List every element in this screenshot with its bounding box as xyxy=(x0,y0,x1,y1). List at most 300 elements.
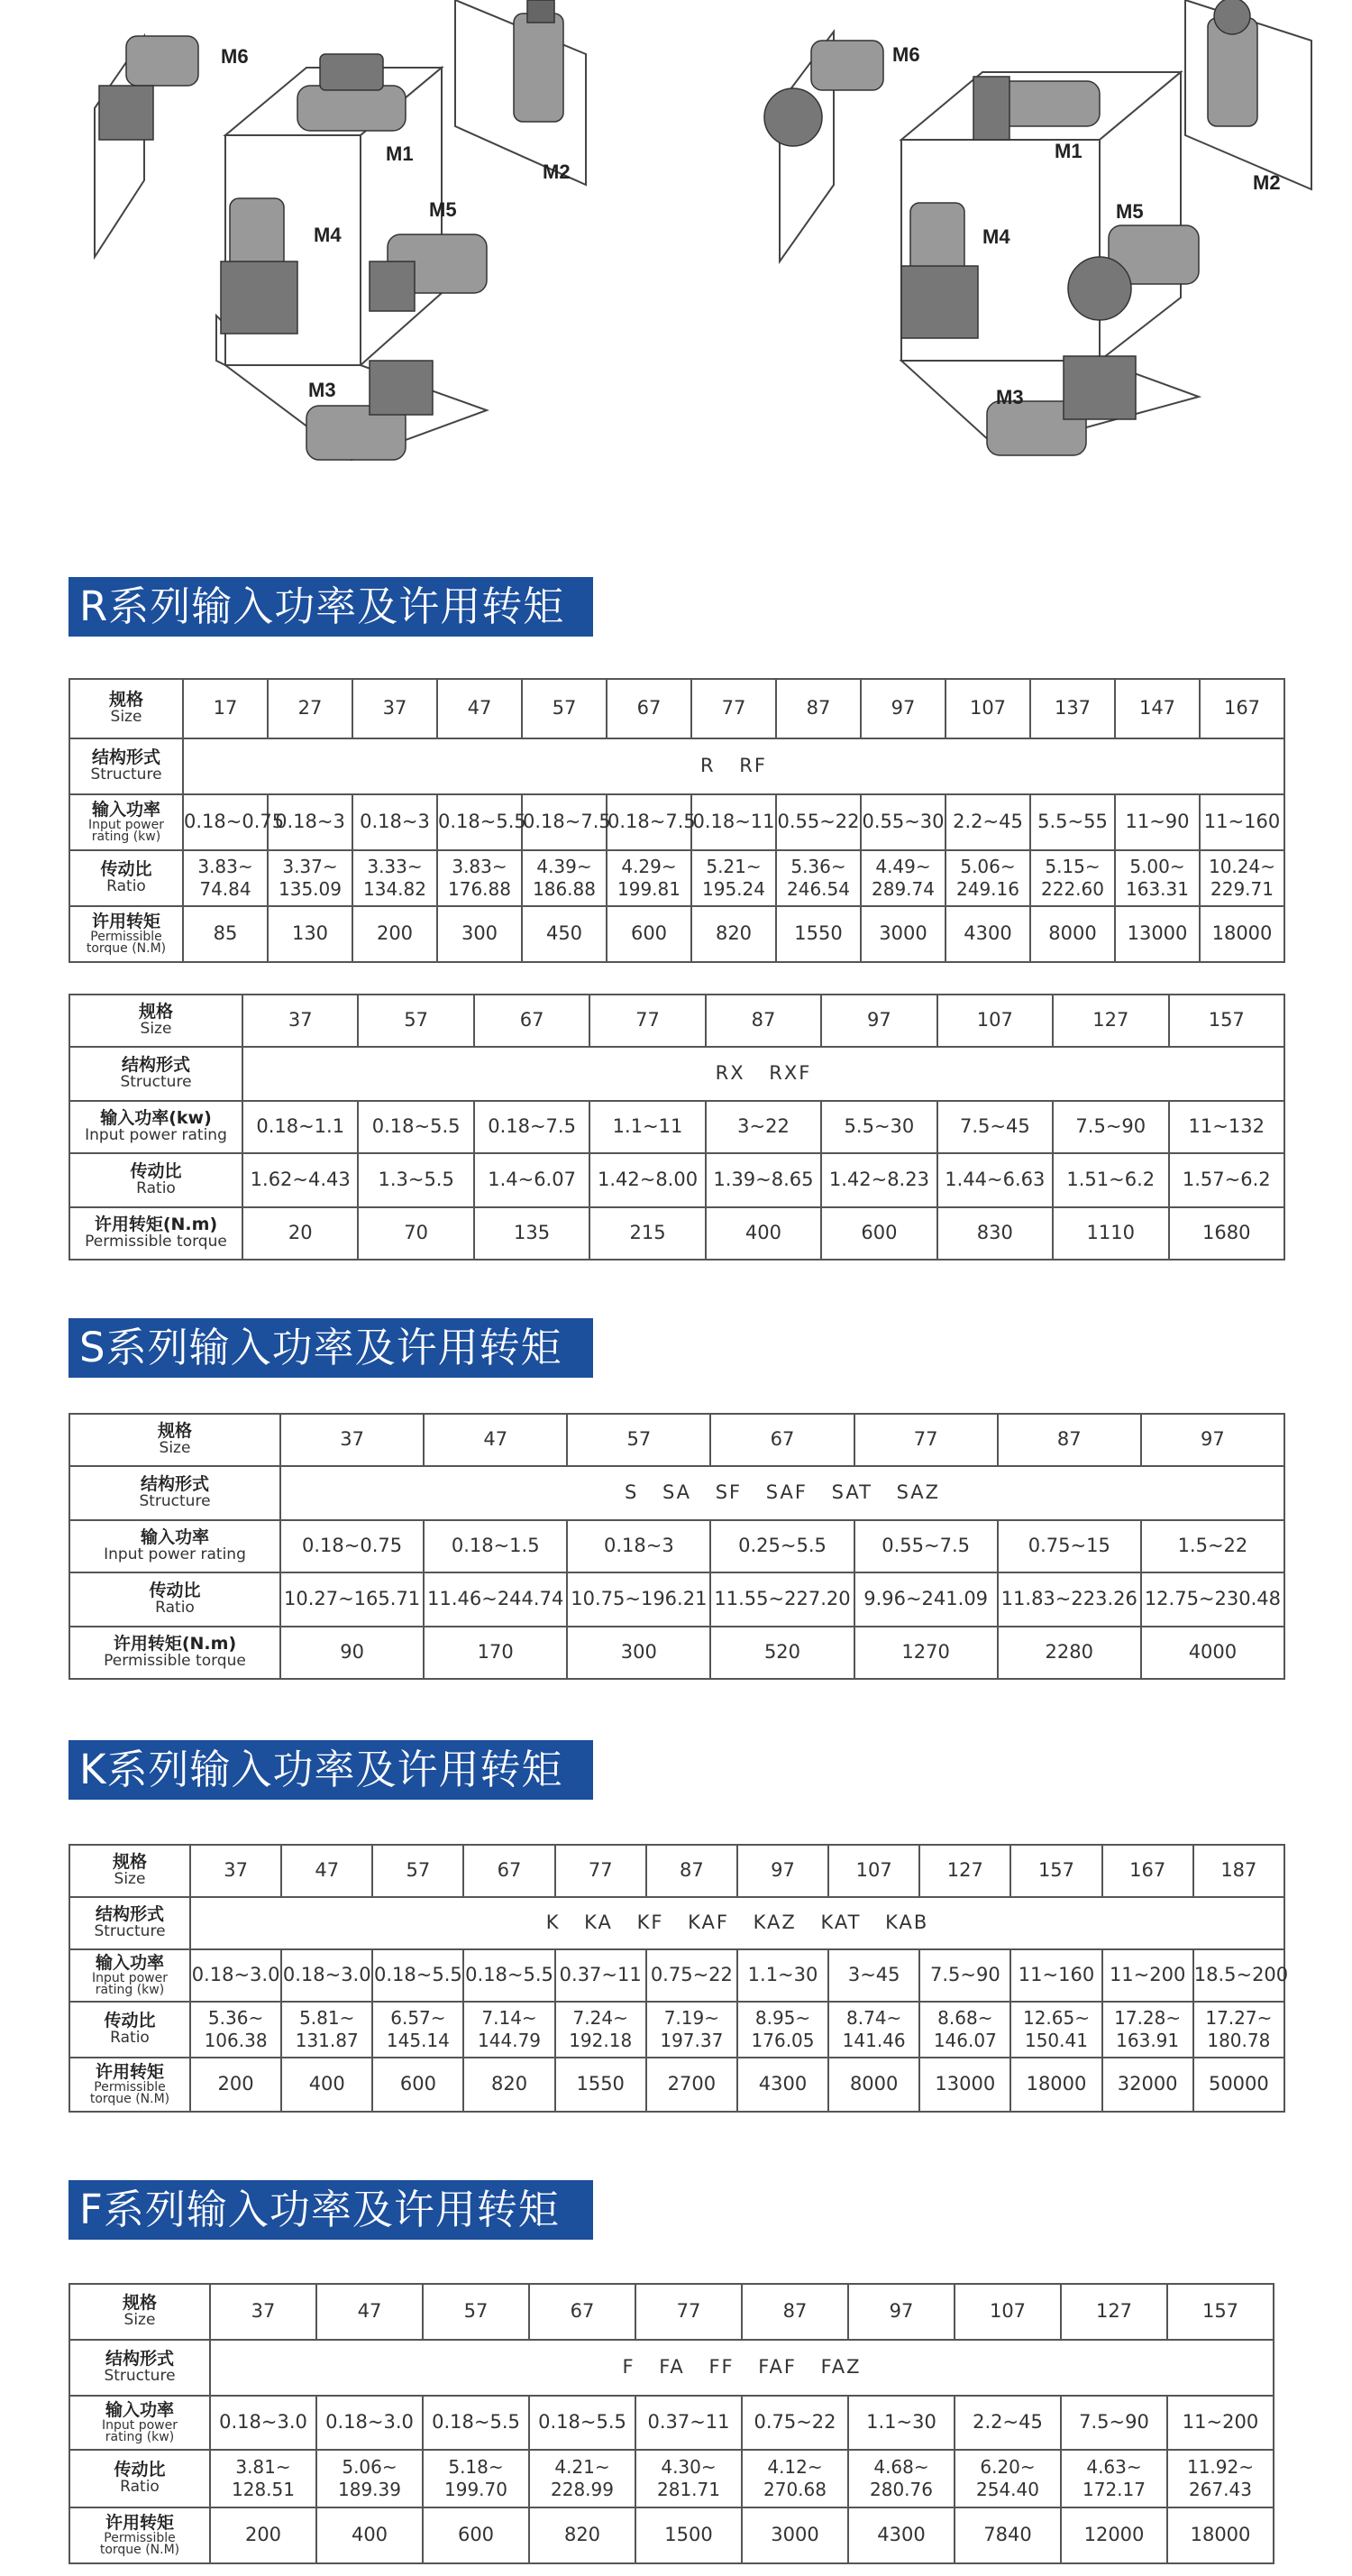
sizes-cell: 77 xyxy=(589,995,705,1047)
ratio-cell xyxy=(635,2450,742,2507)
power-cell: 1.1~30 xyxy=(737,1949,828,2002)
torque-cell: 1270 xyxy=(854,1627,998,1679)
ratio-cell xyxy=(529,2450,635,2507)
sizes-cell: 97 xyxy=(821,995,936,1047)
power-cell: 5.5~55 xyxy=(1030,794,1115,850)
ratio-max: 246.54 xyxy=(787,878,850,900)
m1-label-right: M1 xyxy=(1055,140,1083,162)
power-cell: 0.75~22 xyxy=(646,1949,737,2002)
ratio-cell xyxy=(1102,2002,1193,2058)
m2-label-left: M2 xyxy=(543,160,571,183)
row-header-text: 结构形式 xyxy=(121,1055,190,1076)
torque-cell: 200 xyxy=(210,2507,316,2563)
row-header-text: Input power rating xyxy=(85,1126,227,1145)
table-row-sizes xyxy=(69,995,1284,1047)
row-header-ratio xyxy=(69,1153,242,1207)
torque-cell: 200 xyxy=(190,2058,281,2112)
power-cell: 0.55~22 xyxy=(776,794,861,850)
structure-cell: S SA SF SAF SAT SAZ xyxy=(280,1466,1284,1520)
power-cell: 0.18~3.0 xyxy=(210,2396,316,2450)
row-header-text: 传动比 xyxy=(104,2011,156,2031)
sizes-cell: 97 xyxy=(848,2284,955,2340)
ratio-max: 134.82 xyxy=(363,878,426,900)
power-cell: 0.55~7.5 xyxy=(854,1520,998,1572)
power-cell: 0.18~3.0 xyxy=(190,1949,281,2002)
row-header-text: 许用转矩(N.m) xyxy=(94,1215,218,1235)
row-header-text: Size xyxy=(123,2311,156,2330)
power-cell: 1.1~11 xyxy=(589,1101,705,1153)
torque-cell: 450 xyxy=(522,906,607,962)
row-header-text: Input power xyxy=(102,2417,178,2433)
power-cell: 0.18~1.1 xyxy=(242,1101,358,1153)
power-cell: 0.18~11 xyxy=(691,794,776,850)
row-header-text: Structure xyxy=(139,1492,211,1511)
ratio-max: 195.24 xyxy=(702,878,765,900)
power-cell: 11~160 xyxy=(1010,1949,1101,2002)
ratio-max: 228.99 xyxy=(551,2479,614,2500)
ratio-cell xyxy=(210,2450,316,2507)
table-row-structure xyxy=(69,1466,1284,1520)
sizes-cell: 37 xyxy=(210,2284,316,2340)
power-cell: 7.5~90 xyxy=(1061,2396,1167,2450)
ratio-max: 141.46 xyxy=(842,2030,906,2051)
ratio-min: 7.19~ xyxy=(663,2007,719,2029)
table-row-torque xyxy=(69,2507,1274,2563)
sizes-cell: 67 xyxy=(607,679,691,738)
row-header-text: Permissible xyxy=(90,929,162,944)
power-cell: 0.18~0.75 xyxy=(183,794,268,850)
sizes-cell: 67 xyxy=(710,1414,854,1466)
m5-label-left: M5 xyxy=(429,198,457,221)
ratio-cell xyxy=(1030,850,1115,906)
ratio-max: 74.84 xyxy=(199,878,251,900)
sizes-cell: 37 xyxy=(242,995,358,1047)
row-header-sizes xyxy=(69,995,242,1047)
ratio-cell xyxy=(955,2450,1061,2507)
ratio-max: 176.05 xyxy=(751,2030,815,2051)
ratio-cell xyxy=(945,850,1030,906)
sizes-cell: 67 xyxy=(529,2284,635,2340)
row-header-torque xyxy=(69,2507,210,2563)
torque-cell: 215 xyxy=(589,1207,705,1260)
sizes-cell: 87 xyxy=(742,2284,848,2340)
row-header-text: Permissible torque xyxy=(104,1652,246,1671)
row-header-torque xyxy=(69,906,183,962)
ratio-cell xyxy=(742,2450,848,2507)
table-row-torque xyxy=(69,1627,1284,1679)
ratio-cell xyxy=(861,850,945,906)
sizes-cell: 37 xyxy=(190,1845,281,1897)
ratio-min: 5.06~ xyxy=(960,856,1016,877)
torque-cell: 32000 xyxy=(1102,2058,1193,2112)
row-header-text: Ratio xyxy=(106,877,146,896)
ratio-max: 186.88 xyxy=(533,878,596,900)
power-cell: 7.5~45 xyxy=(937,1101,1053,1153)
table-row-structure xyxy=(69,1047,1284,1101)
sizes-cell: 47 xyxy=(437,679,522,738)
ratio-min: 12.65~ xyxy=(1022,2007,1090,2029)
ratio-cell xyxy=(737,2002,828,2058)
torque-cell: 4300 xyxy=(737,2058,828,2112)
ratio-min: 17.27~ xyxy=(1205,2007,1273,2029)
ratio-cell: 10.75~196.21 xyxy=(567,1572,710,1627)
m3-label-left: M3 xyxy=(308,379,336,401)
row-header-power xyxy=(69,794,183,850)
sizes-cell: 87 xyxy=(646,1845,737,1897)
ratio-min: 8.68~ xyxy=(937,2007,993,2029)
torque-cell: 3000 xyxy=(861,906,945,962)
m1-label-left: M1 xyxy=(386,142,414,165)
ratio-max: 145.14 xyxy=(386,2030,450,2051)
torque-cell: 3000 xyxy=(742,2507,848,2563)
ratio-max: 131.87 xyxy=(295,2030,359,2051)
row-header-text: 传动比 xyxy=(114,2460,166,2480)
row-header-power xyxy=(69,2396,210,2450)
row-header-structure xyxy=(69,1466,280,1520)
ratio-min: 3.37~ xyxy=(282,856,338,877)
ratio-cell: 1.42~8.00 xyxy=(589,1153,705,1207)
ratio-cell xyxy=(372,2002,463,2058)
ratio-max: 280.76 xyxy=(870,2479,933,2500)
m4-label-left: M4 xyxy=(314,224,342,246)
power-cell: 7.5~90 xyxy=(919,1949,1010,2002)
torque-cell: 1110 xyxy=(1053,1207,1168,1260)
torque-cell: 8000 xyxy=(828,2058,919,2112)
sizes-cell: 137 xyxy=(1030,679,1115,738)
table-row-structure xyxy=(69,738,1284,794)
sizes-cell: 187 xyxy=(1193,1845,1284,1897)
torque-cell: 1550 xyxy=(776,906,861,962)
ratio-cell xyxy=(1115,850,1200,906)
table-row-sizes xyxy=(69,679,1284,738)
row-header-text: 结构形式 xyxy=(140,1474,209,1495)
structure-cell: RX RXF xyxy=(242,1047,1284,1101)
row-header-text: Structure xyxy=(104,2367,176,2386)
sizes-cell: 77 xyxy=(854,1414,998,1466)
sizes-cell: 77 xyxy=(555,1845,646,1897)
ratio-max: 254.40 xyxy=(976,2479,1039,2500)
torque-cell: 13000 xyxy=(1115,906,1200,962)
mounting-positions-diagram-left xyxy=(0,0,676,505)
row-header-text: 结构形式 xyxy=(95,1904,164,1925)
sizes-cell: 37 xyxy=(280,1414,424,1466)
row-header-text: 规格 xyxy=(108,690,143,710)
sizes-cell: 167 xyxy=(1102,1845,1193,1897)
ratio-min: 5.81~ xyxy=(299,2007,355,2029)
torque-cell: 170 xyxy=(424,1627,567,1679)
m4-label-right: M4 xyxy=(982,225,1010,248)
row-header-text: Size xyxy=(114,1870,146,1889)
row-header-text: 输入功率(kw) xyxy=(100,1108,212,1129)
ratio-cell: 9.96~241.09 xyxy=(854,1572,998,1627)
torque-cell: 130 xyxy=(268,906,352,962)
sizes-cell: 57 xyxy=(372,1845,463,1897)
sizes-cell: 157 xyxy=(1167,2284,1274,2340)
ratio-max: 144.79 xyxy=(478,2030,542,2051)
torque-cell: 2280 xyxy=(998,1627,1141,1679)
sizes-cell: 87 xyxy=(998,1414,1141,1466)
power-cell: 0.18~5.5 xyxy=(437,794,522,850)
power-cell: 0.18~1.5 xyxy=(424,1520,567,1572)
torque-cell: 600 xyxy=(423,2507,529,2563)
ratio-cell xyxy=(352,850,437,906)
row-header-text: Input power xyxy=(88,817,164,832)
torque-cell: 4000 xyxy=(1141,1627,1284,1679)
ratio-cell xyxy=(423,2450,529,2507)
sizes-cell: 107 xyxy=(937,995,1053,1047)
row-header-text: 结构形式 xyxy=(91,747,160,768)
sizes-cell: 67 xyxy=(463,1845,554,1897)
power-cell: 7.5~90 xyxy=(1053,1101,1168,1153)
row-header-structure xyxy=(69,1047,242,1101)
ratio-max: 222.60 xyxy=(1041,878,1104,900)
ratio-cell xyxy=(776,850,861,906)
row-header-text: Input power rating xyxy=(104,1545,246,1564)
ratio-max: 163.31 xyxy=(1126,878,1189,900)
row-header-text: torque (N.M) xyxy=(99,2542,180,2557)
sizes-cell: 167 xyxy=(1200,679,1284,738)
row-header-text: 结构形式 xyxy=(105,2349,174,2370)
power-cell: 0.37~11 xyxy=(555,1949,646,2002)
ratio-min: 5.18~ xyxy=(448,2456,504,2478)
torque-cell: 600 xyxy=(372,2058,463,2112)
torque-cell: 20 xyxy=(242,1207,358,1260)
table-row-structure xyxy=(69,2340,1274,2396)
ratio-cell: 10.27~165.71 xyxy=(280,1572,424,1627)
row-header-text: Ratio xyxy=(110,2029,150,2048)
ratio-max: 249.16 xyxy=(956,878,1019,900)
mounting-positions-figure-right xyxy=(676,0,1352,505)
sizes-cell: 27 xyxy=(268,679,352,738)
sizes-cell: 147 xyxy=(1115,679,1200,738)
table-row-sizes xyxy=(69,1845,1284,1897)
ratio-min: 3.33~ xyxy=(367,856,423,877)
row-header-ratio2 xyxy=(69,2450,210,2507)
ratio-min: 5.15~ xyxy=(1045,856,1101,877)
row-header-text: Ratio xyxy=(155,1599,195,1618)
table-row-sizes xyxy=(69,1414,1284,1466)
row-header-ratio2 xyxy=(69,2002,190,2058)
row-header-text: Permissible xyxy=(94,2079,166,2095)
torque-cell: 4300 xyxy=(848,2507,955,2563)
torque-cell: 1550 xyxy=(555,2058,646,2112)
ratio-cell: 11.55~227.20 xyxy=(710,1572,854,1627)
torque-cell: 85 xyxy=(183,906,268,962)
power-cell: 0.18~7.5 xyxy=(474,1101,589,1153)
row-header-text: 传动比 xyxy=(149,1581,201,1601)
row-header-text: Structure xyxy=(94,1922,166,1941)
row-header-ratio xyxy=(69,1572,280,1627)
sizes-cell: 57 xyxy=(423,2284,529,2340)
k-series-heading: K系列输入功率及许用转矩 xyxy=(69,1740,593,1800)
ratio-min: 3.81~ xyxy=(235,2456,291,2478)
torque-cell: 600 xyxy=(607,906,691,962)
ratio-cell: 1.3~5.5 xyxy=(358,1153,473,1207)
structure-cell: F FA FF FAF FAZ xyxy=(210,2340,1274,2396)
ratio-min: 8.95~ xyxy=(754,2007,811,2029)
sizes-cell: 157 xyxy=(1010,1845,1101,1897)
ratio-min: 5.00~ xyxy=(1129,856,1185,877)
ratio-min: 4.21~ xyxy=(554,2456,610,2478)
table-row-power xyxy=(69,2396,1274,2450)
torque-cell: 400 xyxy=(281,2058,372,2112)
row-header-text: 许用转矩 xyxy=(95,2061,164,2082)
ratio-cell xyxy=(190,2002,281,2058)
sizes-cell: 97 xyxy=(861,679,945,738)
torque-cell: 400 xyxy=(706,1207,821,1260)
row-header-text: 输入功率 xyxy=(91,799,160,820)
power-cell: 0.55~30 xyxy=(861,794,945,850)
ratio-cell xyxy=(437,850,522,906)
torque-cell: 70 xyxy=(358,1207,473,1260)
power-cell: 0.75~15 xyxy=(998,1520,1141,1572)
sizes-cell: 57 xyxy=(522,679,607,738)
power-cell: 0.18~7.5 xyxy=(607,794,691,850)
ratio-cell xyxy=(1061,2450,1167,2507)
torque-cell: 820 xyxy=(691,906,776,962)
power-cell: 0.18~3.0 xyxy=(316,2396,423,2450)
table-row-ratio xyxy=(69,1153,1284,1207)
power-cell: 0.75~22 xyxy=(742,2396,848,2450)
row-header-text: Size xyxy=(110,708,142,727)
table-row-ratio2 xyxy=(69,2002,1284,2058)
power-cell: 1.1~30 xyxy=(848,2396,955,2450)
table-row-ratio xyxy=(69,1572,1284,1627)
row-header-text: rating (kw) xyxy=(105,2429,175,2444)
ratio-cell: 1.62~4.43 xyxy=(242,1153,358,1207)
power-cell: 0.18~5.5 xyxy=(358,1101,473,1153)
row-header-text: 规格 xyxy=(122,2293,157,2314)
ratio-cell xyxy=(1200,850,1284,906)
table-row-sizes xyxy=(69,2284,1274,2340)
ratio-cell xyxy=(1010,2002,1101,2058)
ratio-max: 172.17 xyxy=(1083,2479,1146,2500)
m3-label-right: M3 xyxy=(996,386,1024,408)
torque-cell: 520 xyxy=(710,1627,854,1679)
ratio-min: 5.06~ xyxy=(342,2456,397,2478)
row-header-sizes xyxy=(69,2284,210,2340)
ratio-max: 135.09 xyxy=(279,878,342,900)
row-header-structure xyxy=(69,2340,210,2396)
ratio-max: 150.41 xyxy=(1024,2030,1088,2051)
ratio-cell: 1.39~8.65 xyxy=(706,1153,821,1207)
ratio-max: 289.74 xyxy=(872,878,935,900)
ratio-cell: 1.51~6.2 xyxy=(1053,1153,1168,1207)
ratio-cell: 1.44~6.63 xyxy=(937,1153,1053,1207)
sizes-cell: 127 xyxy=(919,1845,1010,1897)
ratio-cell xyxy=(1193,2002,1284,2058)
row-header-text: rating (kw) xyxy=(95,1982,165,1997)
sizes-cell: 107 xyxy=(945,679,1030,738)
sizes-cell: 107 xyxy=(828,1845,919,1897)
row-header-text: Size xyxy=(140,1020,172,1039)
ratio-cell xyxy=(463,2002,554,2058)
ratio-min: 4.12~ xyxy=(767,2456,823,2478)
power-cell: 11~132 xyxy=(1169,1101,1285,1153)
table-row-torque xyxy=(69,1207,1284,1260)
torque-cell: 90 xyxy=(280,1627,424,1679)
power-cell: 0.18~3 xyxy=(567,1520,710,1572)
row-header-ratio2 xyxy=(69,850,183,906)
torque-cell: 18000 xyxy=(1200,906,1284,962)
ratio-cell xyxy=(691,850,776,906)
ratio-min: 4.30~ xyxy=(661,2456,717,2478)
ratio-cell xyxy=(555,2002,646,2058)
s-series-heading: S系列输入功率及许用转矩 xyxy=(69,1318,593,1378)
torque-cell: 135 xyxy=(474,1207,589,1260)
ratio-cell xyxy=(848,2450,955,2507)
ratio-min: 5.36~ xyxy=(790,856,846,877)
sizes-cell: 77 xyxy=(635,2284,742,2340)
ratio-max: 197.37 xyxy=(660,2030,724,2051)
sizes-cell: 57 xyxy=(567,1414,710,1466)
ratio-min: 17.28~ xyxy=(1114,2007,1182,2029)
r-series-table xyxy=(69,678,1285,963)
sizes-cell: 47 xyxy=(281,1845,372,1897)
ratio-min: 11.92~ xyxy=(1186,2456,1254,2478)
row-header-power xyxy=(69,1949,190,2002)
m2-label-right: M2 xyxy=(1253,171,1281,194)
sizes-cell: 97 xyxy=(1141,1414,1284,1466)
sizes-cell: 67 xyxy=(474,995,589,1047)
row-header-text: Permissible xyxy=(104,2530,176,2545)
table-row-ratio2 xyxy=(69,850,1284,906)
row-header-text: Structure xyxy=(120,1073,192,1092)
row-header-text: Ratio xyxy=(120,2478,160,2497)
ratio-cell xyxy=(828,2002,919,2058)
row-header-torque xyxy=(69,1627,280,1679)
table-row-structure xyxy=(69,1897,1284,1949)
ratio-cell: 1.57~6.2 xyxy=(1169,1153,1285,1207)
power-cell: 3~45 xyxy=(828,1949,919,2002)
sizes-cell: 37 xyxy=(352,679,437,738)
sizes-cell: 107 xyxy=(955,2284,1061,2340)
sizes-cell: 47 xyxy=(424,1414,567,1466)
row-header-power xyxy=(69,1520,280,1572)
sizes-cell: 127 xyxy=(1061,2284,1167,2340)
power-cell: 0.25~5.5 xyxy=(710,1520,854,1572)
torque-cell: 300 xyxy=(567,1627,710,1679)
ratio-min: 3.83~ xyxy=(452,856,507,877)
ratio-cell: 11.46~244.74 xyxy=(424,1572,567,1627)
ratio-max: 267.43 xyxy=(1189,2479,1252,2500)
power-cell: 0.37~11 xyxy=(635,2396,742,2450)
torque-cell: 200 xyxy=(352,906,437,962)
row-header-text: 许用转矩(N.m) xyxy=(113,1634,237,1655)
ratio-min: 4.29~ xyxy=(621,856,677,877)
row-header-text: 许用转矩 xyxy=(91,911,160,931)
torque-cell: 400 xyxy=(316,2507,423,2563)
sizes-cell: 17 xyxy=(183,679,268,738)
r-series-heading: R系列输入功率及许用转矩 xyxy=(69,577,593,637)
ratio-max: 192.18 xyxy=(569,2030,633,2051)
ratio-max: 199.70 xyxy=(444,2479,507,2500)
power-cell: 0.18~7.5 xyxy=(522,794,607,850)
row-header-text: 许用转矩 xyxy=(105,2512,174,2533)
torque-cell: 18000 xyxy=(1010,2058,1101,2112)
power-cell: 1.5~22 xyxy=(1141,1520,1284,1572)
ratio-cell: 1.4~6.07 xyxy=(474,1153,589,1207)
table-row-power xyxy=(69,1101,1284,1153)
row-header-torque xyxy=(69,1207,242,1260)
ratio-cell xyxy=(919,2002,1010,2058)
ratio-min: 10.24~ xyxy=(1208,856,1275,877)
ratio-min: 5.21~ xyxy=(706,856,762,877)
row-header-text: 规格 xyxy=(157,1421,192,1442)
row-header-torque xyxy=(69,2058,190,2112)
ratio-min: 5.36~ xyxy=(207,2007,264,2029)
row-header-sizes xyxy=(69,679,183,738)
